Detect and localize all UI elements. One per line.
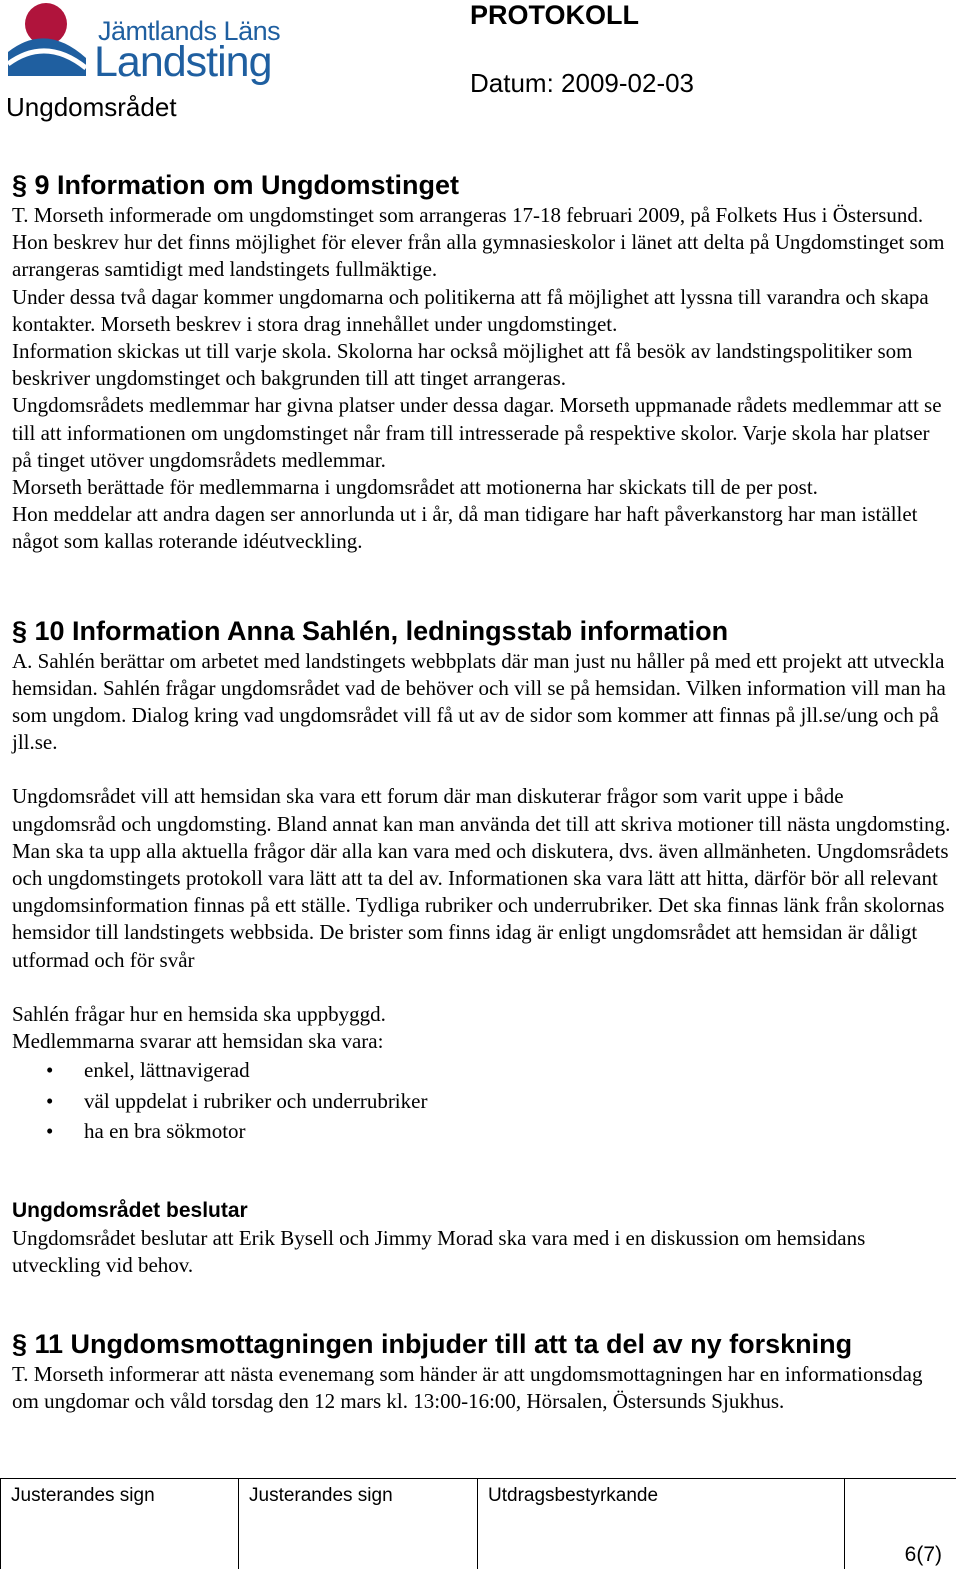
logo-line-2: Landsting: [94, 38, 272, 86]
list-item-text: ha en bra sökmotor: [84, 1119, 246, 1144]
justerande-sign-label: Justerandes sign: [249, 1485, 393, 1506]
logo-emblem-icon: [6, 2, 96, 82]
section-9-paragraph: Information skickas ut till varje skola. Skolorna har också möjlighet att få besök av landstingspolitiker som beskriver ungdomstinget och bakgrunden till att tinget arrangeras.: [12, 339, 913, 391]
list-item: [12, 1116, 952, 1147]
document-type: PROTOKOLL: [470, 0, 640, 30]
section-10-paragraph: A. Sahlén berättar om arbetet med landstingets webbplats där man just nu håller på med ett projekt att utveckla hemsidan. Sahlén frågar ungdomsrådet vad de behöver och vill se på hemsidan. Vilken information vill man ha som ungdom. Dialog kring vad ungdomsrådet vill få ut av de sidor som kommer att finnas på jll.se/ung och på jll.se.: [12, 648, 946, 755]
footer-cell: [844, 1479, 956, 1569]
list-item-text: väl uppdelat i rubriker och underrubriker: [84, 1088, 428, 1113]
utdragsbestyrkande-label: Utdragsbestyrkande: [488, 1485, 659, 1506]
section-9-paragraph: Under dessa två dagar kommer ungdomarna och politikerna att få möjlighet att lyssna till varandra och skapa kontakter. Morseth beskrev i stora drag innehållet under ungdomstinget.: [12, 284, 929, 336]
decision-heading: Ungdomsrådet beslutar: [12, 1198, 248, 1222]
section-9-paragraph: Hon meddelar att andra dagen ser annorlunda ut i år, då man tidigare har haft påverkanstorg har man istället något som kallas roterande idéutveckling.: [12, 502, 918, 554]
document-body: [12, 168, 952, 1416]
section-10-heading: § 10 Information Anna Sahlén, ledningsstab information: [12, 615, 729, 646]
section-10-paragraph: Medlemmarna svarar att hemsidan ska vara:: [12, 1029, 384, 1054]
landsting-logo: [6, 2, 281, 88]
bullet-icon: •: [46, 1088, 54, 1113]
list-item: [12, 1055, 952, 1086]
section-9-paragraph: T. Morseth informerade om ungdomstinget som arrangeras 17-18 februari 2009, på Folkets Hus i Östersund. Hon beskrev hur det finns möjlighet för elever från alla gymnasieskolor i länet att delta på Ungdomstinget som arrangeras samtidigt med landstingets fullmäktige.: [12, 203, 945, 282]
bullet-icon: •: [46, 1119, 54, 1144]
section-10-paragraph: Ungdomsrådet vill att hemsidan ska vara ett forum där man diskuterar frågor som varit uppe i både ungdomsråd och ungdomsting. Bland annat kan man använda det till att skriva motioner till nästa ungdomsting. Man ska ta upp alla aktuella frågor där alla kan vara med och diskutera, dvs. även allmänheten. Ungdomsrådets och ungdomstingets protokoll vara lätt att ta del av. Informationen ska vara lätt att hitta, därför bör all relevant ungdomsinformation finnas på ett ställe. Tydliga rubriker och underrubriker. Det ska finnas länk från skolornas hemsidor till landstingets webbsida. De brister som finns idag är enligt ungdomsrådet att hemsidan är dåligt utformad och för svår: [12, 784, 951, 972]
decision-text: Ungdomsrådet beslutar att Erik Bysell och Jimmy Morad ska vara med i en diskussion om hemsidans utveckling vid behov.: [12, 1225, 866, 1277]
requirements-list: [12, 1055, 952, 1147]
justerande-sign-label: Justerandes sign: [11, 1485, 155, 1506]
section-11-heading: § 11 Ungdomsmottagningen inbjuder till att ta del av ny forskning: [12, 1329, 853, 1360]
list-item-text: enkel, lättnavigerad: [84, 1058, 250, 1083]
section-9-paragraph: Ungdomsrådets medlemmar har givna platser under dessa dagar. Morseth uppmanade rådets medlemmar att se till att informationen om ungdomstinget når fram till intresserade på respektive skolor. Varje skola har platser på tinget utöver ungdomsrådets medlemmar.: [12, 393, 942, 472]
section-10-paragraph: Sahlén frågar hur en hemsida ska uppbyggd.: [12, 1001, 386, 1026]
footer-cell: [0, 1479, 239, 1569]
bullet-icon: •: [46, 1058, 54, 1083]
section-11-paragraph: T. Morseth informerar att nästa evenemang som händer är att ungdomsmottagningen har en informationsdag om ungdomar och våld torsdag den 12 mars kl. 13:00-16:00, Hörsalen, Östersunds Sjukhus.: [12, 1362, 923, 1414]
logo-line-1: Jämtlands Läns: [98, 16, 281, 46]
list-item: [12, 1086, 952, 1117]
document-date: Datum: 2009-02-03: [470, 68, 695, 98]
footer-cell: [477, 1479, 845, 1569]
signature-footer: [0, 1478, 956, 1569]
section-9-heading: § 9 Information om Ungdomstinget: [12, 170, 460, 200]
page-number: 6(7): [904, 1543, 942, 1566]
section-9-paragraph: Morseth berättade för medlemmarna i ungdomsrådet att motionerna har skickats till de per post.: [12, 475, 818, 500]
department-name: Ungdomsrådet: [6, 92, 177, 122]
footer-cell: [238, 1479, 477, 1569]
